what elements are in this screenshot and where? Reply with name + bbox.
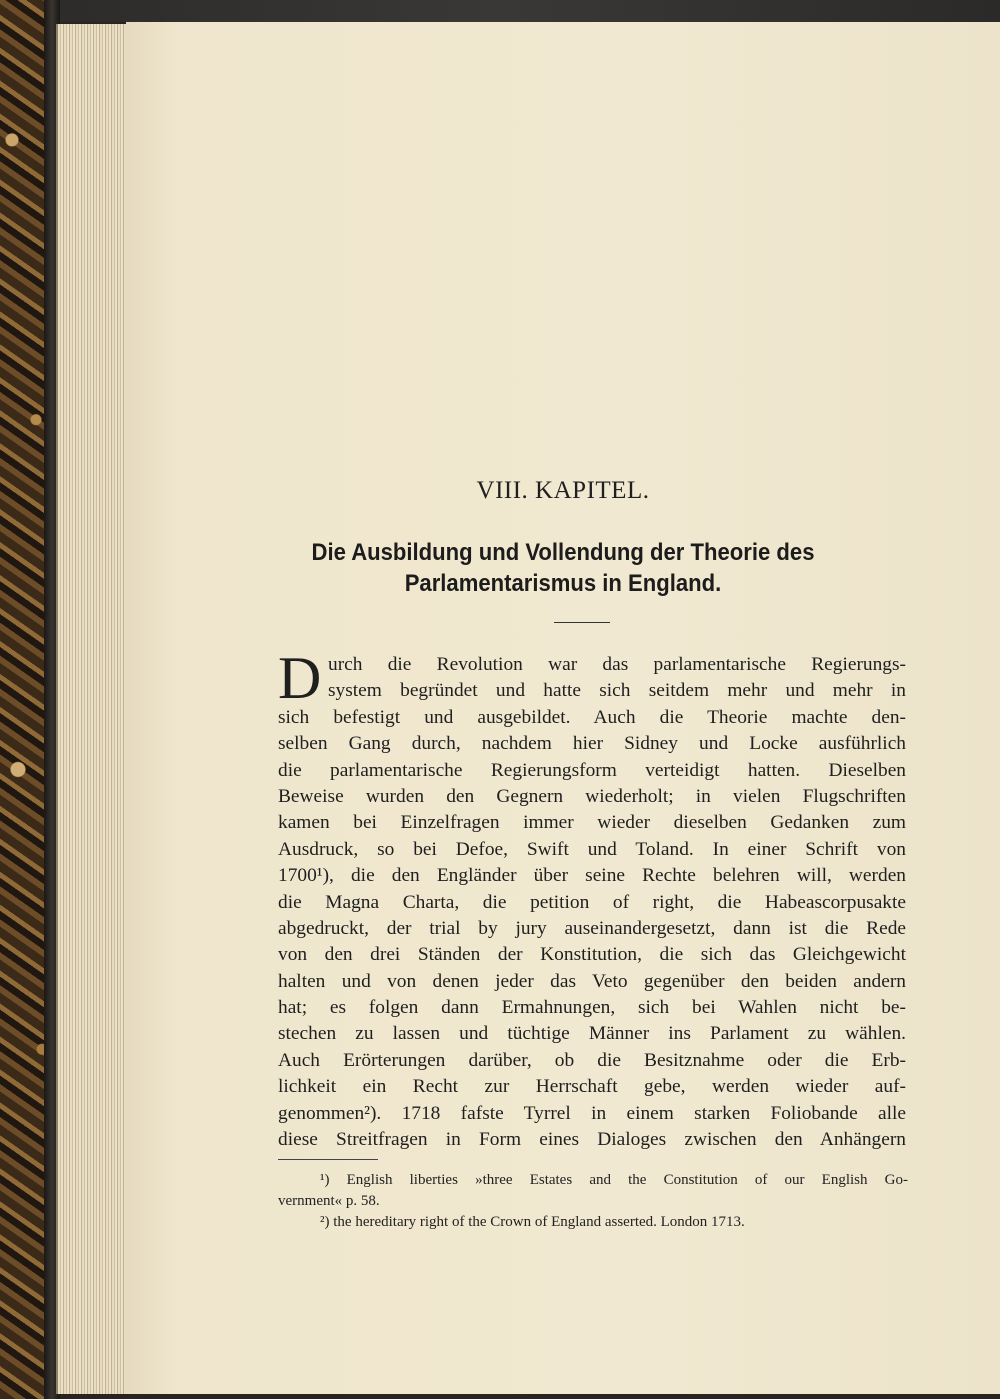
text-line: Beweise wurden den Gegnern wiederholt; in vielen Flugschriften: [278, 785, 906, 807]
chapter-title: [299, 537, 827, 599]
drop-cap: D: [278, 645, 322, 711]
text-line: die Magna Charta, die petition of right, die Habeascorpusakte: [278, 891, 906, 913]
chapter-number: VIII. KAPITEL.: [476, 477, 650, 504]
text-line: urch die Revolution war das parlamentarische Regierungs-: [328, 654, 906, 675]
footnote-divider: [278, 1159, 378, 1160]
footnote-1: ¹) English liberties »three Estates and the Constitution of our English Go-: [320, 1172, 908, 1188]
text-line: diese Streitfragen in Form eines Dialoges zwischen den Anhängern: [278, 1129, 906, 1151]
text-line: lichkeit ein Recht zur Herrschaft gebe, werden wieder auf-: [278, 1076, 906, 1098]
text-line: Auch Erörterungen darüber, ob die Besitznahme oder die Erb-: [278, 1049, 906, 1071]
text-line: halten und von denen jeder das Veto gegenüber den beiden andern: [278, 970, 906, 992]
text-line: hat; es folgen dann Ermahnungen, sich bei Wahlen nicht be-: [278, 997, 906, 1019]
chapter-title-line: Die Ausbildung und Vollendung der Theorie des: [311, 539, 815, 566]
text-line: system begründet und hatte sich seitdem mehr und mehr in: [328, 680, 906, 702]
chapter-title-line: Parlamentarismus in England.: [404, 570, 722, 597]
text-line: 1700¹), die den Engländer über seine Rechte belehren will, werden: [278, 865, 906, 887]
footnote-1-continued: vernment« p. 58.: [278, 1193, 380, 1209]
page-edges: [56, 24, 130, 1394]
text-line: selben Gang durch, nachdem hier Sidney und Locke ausführlich: [278, 733, 906, 755]
book-top-edge: [0, 0, 1000, 22]
text-line: sich befestigt und ausgebildet. Auch die Theorie machte den-: [278, 706, 906, 728]
text-line: abgedruckt, der trial by jury auseinandergesetzt, dann ist die Rede: [278, 917, 906, 939]
text-line: die parlamentarische Regierungsform verteidigt hatten. Dieselben: [278, 759, 906, 781]
body-text: [278, 645, 906, 1153]
footnote-2: ²) the hereditary right of the Crown of England asserted. London 1713.: [320, 1214, 745, 1230]
book-page: [126, 22, 1000, 1394]
text-line: von den drei Ständen der Konstitution, die sich das Gleichgewicht: [278, 944, 906, 966]
footnotes: [278, 1170, 908, 1233]
text-line: kamen bei Einzelfragen immer wieder dieselben Gedanken zum: [278, 812, 906, 834]
text-line: stechen zu lassen und tüchtige Männer ins Parlament zu wählen.: [278, 1023, 906, 1045]
text-line: Ausdruck, so bei Defoe, Swift und Toland. In einer Schrift von: [278, 838, 906, 860]
title-divider: [554, 622, 610, 623]
text-line: genommen²). 1718 fafste Tyrrel in einem starken Foliobande alle: [278, 1102, 906, 1124]
